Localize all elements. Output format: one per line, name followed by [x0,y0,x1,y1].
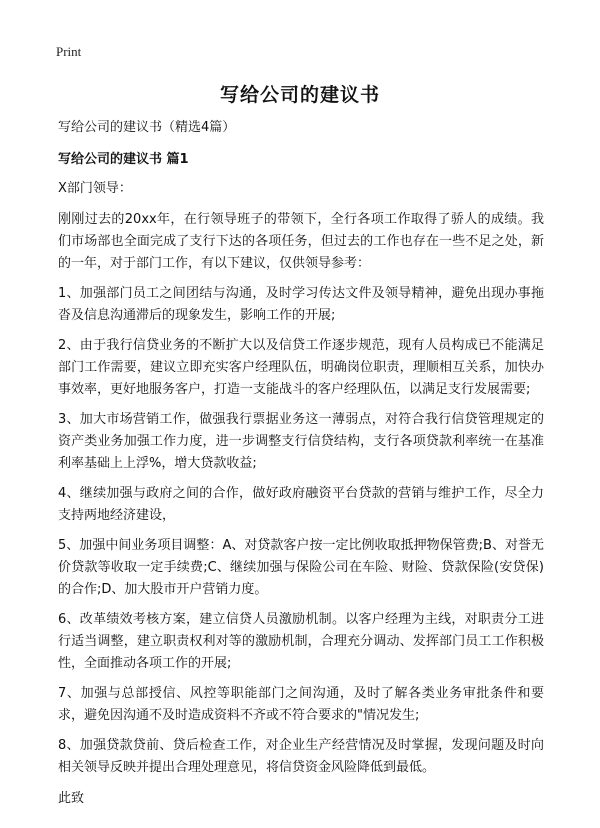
salutation: X部门领导： [58,181,132,196]
section-heading: 写给公司的建议书 篇1 [58,152,189,167]
document-body [58,118,544,809]
document-subtitle: 写给公司的建议书（精选4篇） [58,120,236,135]
paragraph-item-4: 4、继续加强与政府之间的合作，做好政府融资平台贷款的营销与维护工作，尽全力支持两地经济建设， [58,486,544,523]
paragraph-intro: 刚刚过去的20xx年，在行领导班子的带领下，全行各项工作取得了骄人的成绩。我们市场部也全面完成了支行下达的各项任务，但过去的工作也存在一些不足之处，新的一年，对于部门工作，有以下建议，仅供领导参考： [58,212,544,271]
closing-text: 此致 [58,791,85,806]
paragraph-item-8: 8、加强贷款贷前、贷后检查工作，对企业生产经营情况及时掌握，发现问题及时向相关领导反映并提出合理处理意见，将信贷资金风险降低到最低。 [58,738,544,775]
document-title: 写给公司的建议书 [219,84,380,106]
paragraph-item-1: 1、加强部门员工之间团结与沟通，及时学习传达文件及领导精神，避免出现办事拖沓及信息沟通滞后的现象发生，影响工作的开展; [58,286,544,323]
paragraph-item-6: 6、改革绩效考核方案，建立信贷人员激励机制。以客户经理为主线，对职责分工进行适当调整，建立职责权利对等的激励机制，合理充分调动、发挥部门员工工作积极性，全面推动各项工作的开展; [58,612,544,671]
paragraph-item-2: 2、由于我行信贷业务的不断扩大以及信贷工作逐步规范，现有人员构成已不能满足部门工作需要，建议立即充实客户经理队伍，明确岗位职责，理顺相互关系，加快办事效率，更好地服务客户，打造一支能战斗的客户经理队伍，以满足支行发展需要; [58,338,544,397]
print-link[interactable]: Print [56,44,82,59]
paragraph-item-5: 5、加强中间业务项目调整：A、对贷款客户按一定比例收取抵押物保管费;B、对誉无价贷款等收取一定手续费;C、继续加强与保险公司在车险、财险、贷款保险(安贷保)的合作;D、加大股市开户营销力度。 [58,538,544,597]
paragraph-item-7: 7、加强与总部授信、风控等职能部门之间沟通，及时了解各类业务审批条件和要求，避免因沟通不及时造成资料不齐或不符合要求的"情况发生; [58,686,544,723]
paragraph-item-3: 3、加大市场营销工作，做强我行票据业务这一薄弱点，对符合我行信贷管理规定的资产类业务加强工作力度，进一步调整支行信贷结构，支行各项贷款利率统一在基准利率基础上上浮%，增大贷款收益; [58,412,544,471]
